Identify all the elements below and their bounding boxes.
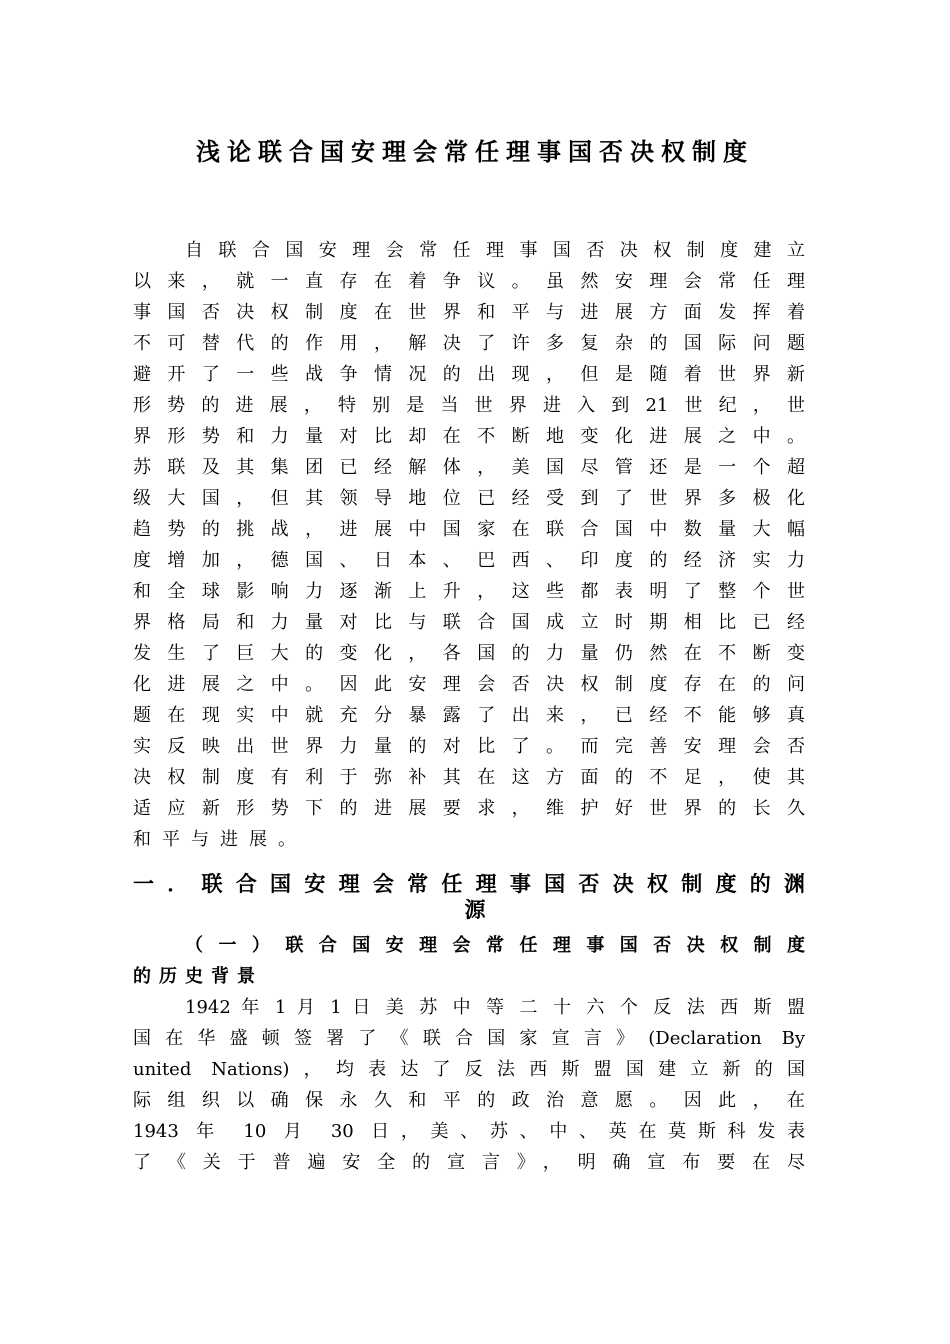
section-heading: 一．联合国安理会常任理事国否决权制度的渊	[133, 872, 805, 896]
text-line: 界格局和力量对比与联合国成立时期相比已经	[133, 612, 805, 633]
text-line: 化进展之中。因此安理会否决权制度存在的问	[133, 674, 805, 695]
text-line: united Nations)，均表达了反法西斯盟国建立新的国	[133, 1059, 805, 1080]
text-line: 趋势的挑战，进展中国家在联合国中数量大幅	[133, 519, 805, 540]
subsection-heading: （一）联合国安理会常任理事国否决权制度	[185, 935, 805, 956]
text-line: 以来，就一直存在着争议。虽然安理会常任理	[133, 271, 805, 292]
text-line: 界形势和力量对比却在不断地变化进展之中。	[133, 426, 805, 447]
text-line: 事国否决权制度在世界和平与进展方面发挥着	[133, 302, 805, 323]
text-line: 1942 年 1 月 1 日 美 苏 中 等 二 十 六 个 反 法 西 斯 盟	[185, 997, 805, 1018]
text-line: 适应新形势下的进展要求，维护好世界的长久	[133, 798, 805, 819]
text-line: 度增加，德国、日本、巴西、印度的经济实力	[133, 550, 805, 571]
text-line: 苏联及其集团已经解体，美国尽管还是一个超	[133, 457, 805, 478]
text-line: 自联合国安理会常任理事国否决权制度建立	[185, 240, 805, 261]
text-line: 形势的进展，特别是当世界进入到21世纪，世	[133, 395, 805, 416]
text-line: 级大国，但其领导地位已经受到了世界多极化	[133, 488, 805, 509]
subsection-heading-continuation: 的历史背景	[133, 966, 263, 987]
document-title: 浅论联合国安理会常任理事国否决权制度	[196, 138, 754, 166]
text-line: 不可替代的作用，解决了许多复杂的国际问题	[133, 333, 805, 354]
text-line: 了《关于普遍安全的宣言》，明确宣布要在尽	[133, 1152, 805, 1173]
text-line: 际组织以确保永久和平的政治意愿。因此，在	[133, 1090, 805, 1111]
text-line: 1943 年 10 月 30 日，美、苏、中、英在莫斯科发表	[133, 1121, 805, 1142]
section-heading-continuation: 源	[464, 898, 486, 922]
text-line: 发生了巨大的变化，各国的力量仍然在不断变	[133, 643, 805, 664]
text-line: 实反映出世界力量的对比了。而完善安理会否	[133, 736, 805, 757]
text-line: 题在现实中就充分暴露了出来，已经不能够真	[133, 705, 805, 726]
text-line: 避开了一些战争情况的出现，但是随着世界新	[133, 364, 805, 385]
text-line: 和全球影响力逐渐上升，这些都表明了整个世	[133, 581, 805, 602]
text-line: 国在华盛顿签署了《联合国家宣言》(Declaration By	[133, 1028, 805, 1049]
text-line: 决权制度有利于弥补其在这方面的不足，使其	[133, 767, 805, 788]
text-line: 和平与进展。	[133, 829, 307, 850]
